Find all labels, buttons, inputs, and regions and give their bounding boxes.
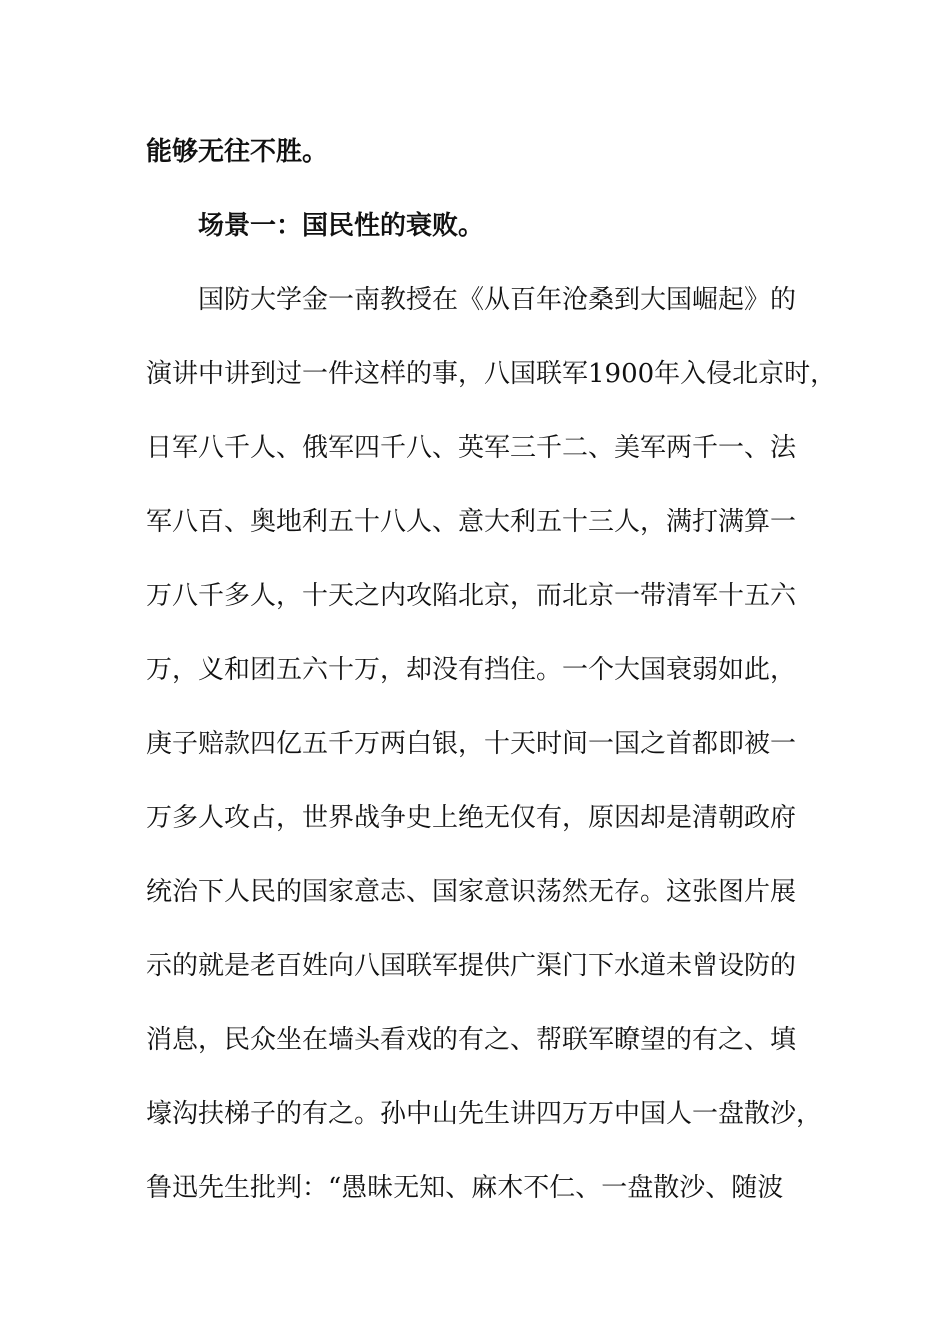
body-text-line: 万多人攻占，世界战争史上绝无仅有，原因却是清朝政府 (146, 803, 797, 833)
body-text-line: 演讲中讲到过一件这样的事，八国联军1900年入侵北京时， (146, 359, 837, 389)
body-text-line: 鲁迅先生批判：“愚昧无知、麻木不仁、一盘散沙、随波 (146, 1173, 784, 1203)
body-text-line: 壕沟扶梯子的有之。孙中山先生讲四万万中国人一盘散沙， (146, 1099, 823, 1129)
paragraph-ending-line: 能够无往不胜。 (146, 137, 329, 167)
body-text-line: 万八千多人，十天之内攻陷北京，而北京一带清军十五六 (146, 581, 797, 611)
body-text-line: 日军八千人、俄军四千八、英军三千二、美军两千一、法 (146, 433, 797, 463)
section-heading: 场景一：国民性的衰败。 (198, 211, 485, 241)
body-text-line: 统治下人民的国家意志、国家意识荡然无存。这张图片展 (146, 877, 797, 907)
body-text-line: 示的就是老百姓向八国联军提供广渠门下水道未曾设防的 (146, 951, 797, 981)
body-text-line: 庚子赔款四亿五千万两白银，十天时间一国之首都即被一 (146, 729, 797, 759)
body-text-line: 消息，民众坐在墙头看戏的有之、帮联军瞭望的有之、填 (146, 1025, 797, 1055)
body-text-line: 军八百、奥地利五十八人、意大利五十三人，满打满算一 (146, 507, 797, 537)
body-text-line: 万，义和团五六十万，却没有挡住。一个大国衰弱如此， (146, 655, 797, 685)
body-text-line: 国防大学金一南教授在《从百年沧桑到大国崛起》的 (198, 285, 797, 315)
